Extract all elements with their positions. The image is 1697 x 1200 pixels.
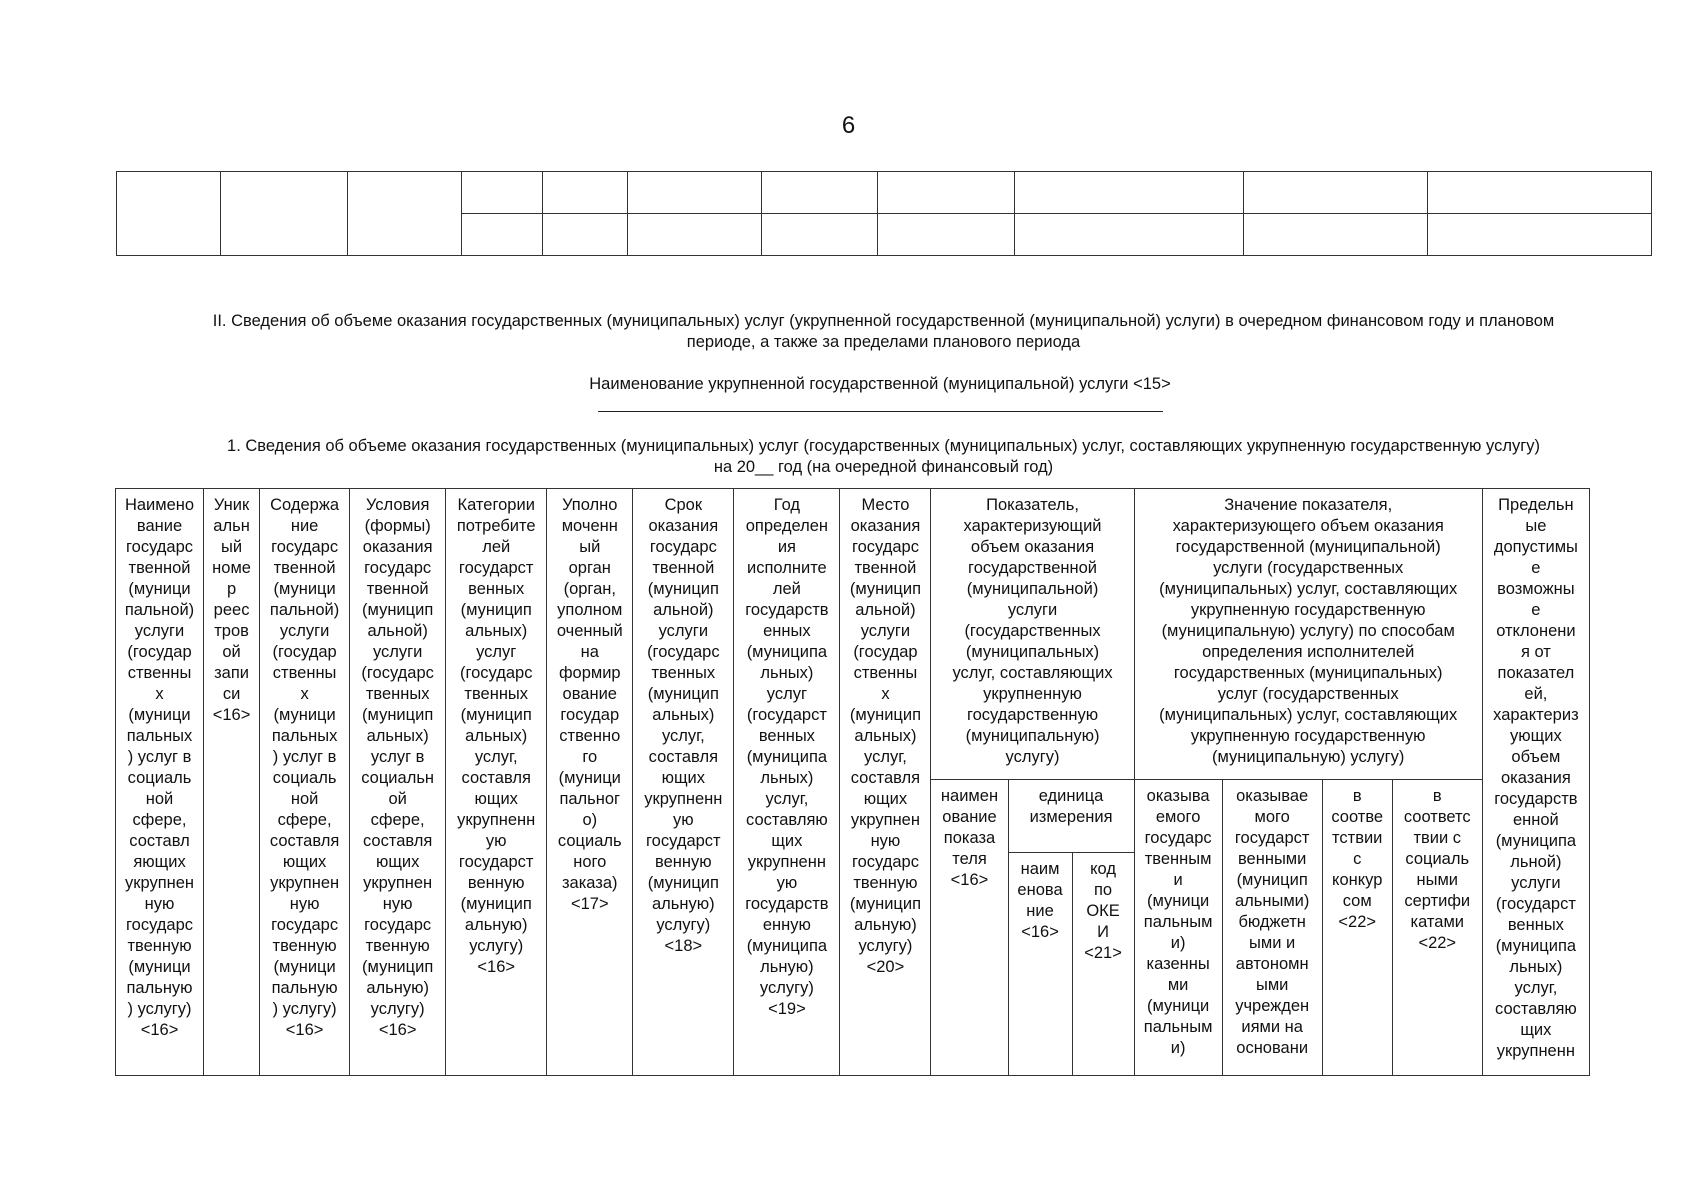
service-name-label: Наименование укрупненной государственной (муниципальной) услуги <15> bbox=[589, 375, 1171, 393]
col-okei-code: код по ОКЕ И <21> bbox=[1072, 853, 1134, 1076]
col-competition: в соотве тствии с конкур сом <22> bbox=[1322, 780, 1392, 1076]
col-conditions: Условия (формы) оказания государс твенной (муницип альной) услуги (государс твенных (муницип альных) услуг в социальн ой сфере, составля ющих укрупнен ную государс твенную (муницип альную) услугу) <16> bbox=[350, 489, 446, 1076]
service-name-blank-line bbox=[598, 411, 1163, 412]
table-cell bbox=[462, 214, 543, 256]
table-cell bbox=[1015, 214, 1244, 256]
col-place: Место оказания государс твенной (муницип альной) услуги (государ ственны х (муницип альных) услуг, составля ющих укрупнен ную государс твенную (муницип альную) услугу) <20> bbox=[840, 489, 931, 1076]
table-cell bbox=[1244, 172, 1428, 214]
col-indicator: Показатель, характеризующий объем оказания государственной (муниципальной) услуги (государственных (муниципальных) услуг, составляющих укрупненную государственную (муниципальную) услугу) bbox=[931, 489, 1134, 780]
table-cell bbox=[117, 172, 221, 256]
col-content: Содержа ние государс твенной (муници пальной) услуги (государ ственны х (муници пальных ) услуг в социаль ной сфере, составля ющих укрупнен ную государс твенную (муници пальную ) услугу) <16> bbox=[260, 489, 350, 1076]
col-deviation: Предельн ые допустимы е возможны е отклонени я от показател ей, характериз ующих объем оказания государств енной (муниципа льной) услуги (государст венных (муниципа льных) услуг, составляю щих укрупненн bbox=[1482, 489, 1589, 1076]
table-header-row bbox=[116, 489, 1590, 780]
col-year: Год определен ия исполните лей государств енных (муниципа льных) услуг (государст венных (муниципа льных) услуг, составляю щих укрупненн ую государств енную (муниципа льную) услугу) <19> bbox=[734, 489, 840, 1076]
col-term: Срок оказания государс твенной (муницип альной) услуги (государс твенных (муницип альных) услуг, составля ющих укрупненн ую государст венную (муницип альную) услугу) <18> bbox=[633, 489, 734, 1076]
table-cell bbox=[1015, 172, 1244, 214]
col-registry-number: Уник альн ый номе р реес тров ой запи си <16> bbox=[204, 489, 260, 1076]
col-budget-institutions: оказывае мого государст венными (муницип альными) бюджетн ыми и автономн ыми учрежден иями на основани bbox=[1222, 780, 1322, 1076]
continuation-table bbox=[116, 171, 1652, 256]
col-state-institutions: оказыва емого государс твенным и (муници пальным и) казенны ми (муници пальным и) bbox=[1134, 780, 1222, 1076]
col-unit: единица измерения bbox=[1008, 780, 1134, 853]
table-cell bbox=[348, 172, 462, 256]
table-cell bbox=[762, 172, 878, 214]
col-value: Значение показателя, характеризующего объем оказания государственной (муниципальной) услуги (государственных (муниципальных) услуг, составляющих укрупненную государственную (муниципальную) услугу) по способам определения исполнителей государственных (муниципальных) услуг (государственных (муниципальных) услуг, составляющих укрупненную государственную (муниципальную) услугу) bbox=[1134, 489, 1482, 780]
section-title: II. Сведения об объеме оказания государственных (муниципальных) услуг (укрупненной государственной (муниципальной) услуги) в очередном финансовом году и плановом периоде, а также за пределами планового периода bbox=[212, 312, 1555, 351]
table-cell bbox=[543, 172, 628, 214]
table-cell bbox=[1244, 214, 1428, 256]
table-cell bbox=[878, 172, 1015, 214]
col-categories: Категории потребите лей государст венных (муницип альных) услуг (государс твенных (муницип альных) услуг, составля ющих укрупненн ую государст венную (муницип альную) услугу) <16> bbox=[446, 489, 547, 1076]
table-cell bbox=[543, 214, 628, 256]
table-cell bbox=[878, 214, 1015, 256]
table-cell bbox=[1428, 172, 1652, 214]
col-certificates: в соответс твии с социаль ными сертифи катами <22> bbox=[1392, 780, 1482, 1076]
col-service-name: Наимено вание государс твенной (муници пальной) услуги (государ ственны х (муници пальных ) услуг в социаль ной сфере, составл яющих укрупнен ную государс твенную (муници пальную ) услугу) <16> bbox=[116, 489, 204, 1076]
table-cell bbox=[221, 172, 348, 256]
col-authority: Уполно моченн ый орган (орган, уполном оченный на формир ование государ ственно го (муници пальног о) социаль ного заказа) <17> bbox=[547, 489, 633, 1076]
col-indicator-name: наимен ование показа теля <16> bbox=[931, 780, 1008, 1076]
page-number: 6 bbox=[841, 112, 856, 139]
table-cell bbox=[628, 214, 762, 256]
subsection-title: 1. Сведения об объеме оказания государственных (муниципальных) услуг (государственных (муниципальных) услуг, составляющих укрупненную государственную услугу) на 20__ год (на очередной финансовый год) bbox=[227, 437, 1540, 476]
table-cell bbox=[762, 214, 878, 256]
col-unit-name: наим енова ние <16> bbox=[1008, 853, 1072, 1076]
table-row bbox=[117, 172, 1652, 214]
table-cell bbox=[628, 172, 762, 214]
table-cell bbox=[1428, 214, 1652, 256]
table-cell bbox=[462, 172, 543, 214]
volume-table bbox=[115, 488, 1590, 1076]
